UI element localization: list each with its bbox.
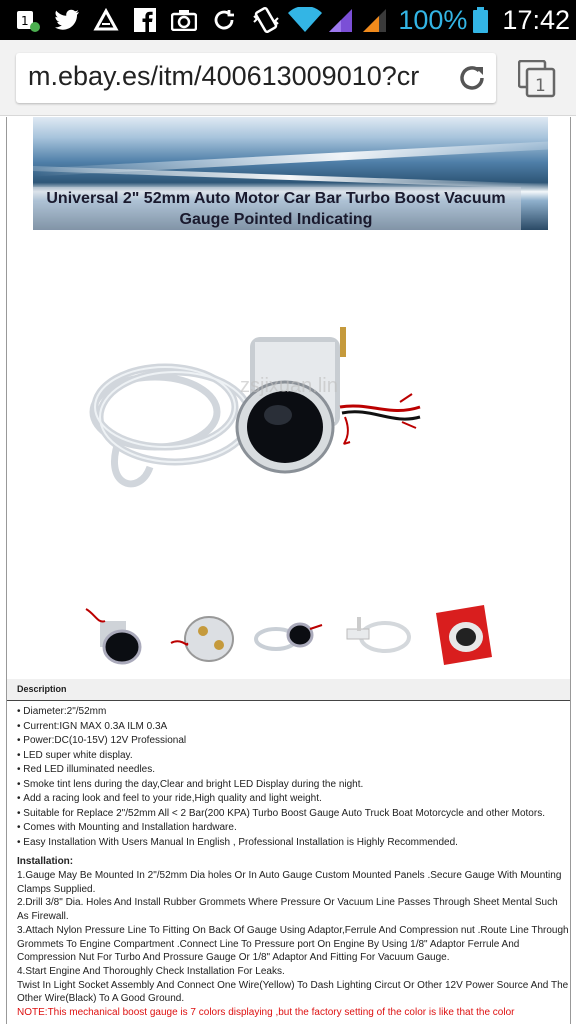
- clock: 17:42: [502, 4, 570, 35]
- status-bar: [0, 0, 576, 40]
- twitter-icon: [54, 6, 82, 34]
- facebook-icon: [132, 6, 158, 34]
- note-text: [17, 1006, 576, 1020]
- tabs-button[interactable]: [518, 60, 556, 98]
- description-header: [7, 679, 570, 701]
- installation-step: Twist In Light Socket Assembly And Connect One Wire(Yellow) To Dash Lighting Circut Or Other 12V Power Source And The Other Wire(Black) To A Good Ground.: [17, 979, 569, 1005]
- thumbnail-4[interactable]: [341, 599, 413, 671]
- list-item: • Easy Installation With Users Manual In English , Professional Installation is Highly Recommended.: [17, 836, 572, 851]
- installation-steps: [17, 869, 569, 1006]
- url-text[interactable]: m.ebay.es/itm/400613009010?cr: [28, 61, 420, 91]
- list-item: • Add a racing look and feel to your ride,High quality and light weight.: [17, 792, 572, 807]
- recycle-icon: [92, 6, 120, 34]
- image-watermark: zsjixuan.lin: [240, 375, 338, 397]
- url-field[interactable]: [16, 53, 496, 103]
- svg-text:1: 1: [21, 14, 29, 28]
- battery-icon: [473, 7, 488, 33]
- thumbnail-3[interactable]: [254, 599, 326, 671]
- wifi-icon: [287, 6, 323, 34]
- installation-title: Installation:: [17, 856, 74, 867]
- signal-icon: [360, 6, 388, 34]
- list-item: • Smoke tint lens during the day,Clear and bright LED Display during the night.: [17, 778, 572, 793]
- installation-step: 2.Drill 3/8" Dia. Holes And Install Rubber Grommets Where Pressure Or Vacuum Line Passes Through Sheet Mental Such As Firewall.: [17, 897, 558, 923]
- spec-list: [17, 705, 572, 850]
- description-label: Description: [17, 684, 67, 694]
- thumbnail-strip: [80, 599, 500, 671]
- list-item: • Comes with Mounting and Installation hardware.: [17, 821, 572, 836]
- list-item: • Diameter:2"/52mm: [17, 705, 572, 720]
- listing-title-line1: Universal 2" 52mm Auto Motor Car Bar Turbo Boost Vacuum: [46, 190, 506, 207]
- list-item: • Suitable for Replace 2"/52mm All < 2 Bar(200 KPA) Turbo Boost Gauge Auto Truck Boat Motorcycle and other Motors.: [17, 807, 572, 822]
- listing-title: [26, 188, 526, 230]
- list-item: • Current:IGN MAX 0.3A ILM 0.3A: [17, 720, 572, 735]
- battery-percent: 100%: [398, 4, 468, 35]
- sync-icon: [210, 6, 238, 34]
- camera-icon: [170, 6, 198, 34]
- list-item: • Red LED illuminated needles.: [17, 763, 572, 778]
- tab-count: 1: [535, 76, 546, 96]
- notification-icon: [14, 6, 42, 34]
- product-main-image[interactable]: [80, 267, 500, 537]
- page-border: [6, 117, 7, 1024]
- note-prefix: NOTE:: [17, 1007, 48, 1018]
- installation-step: 3.Attach Nylon Pressure Line To Fitting On Back Of Gauge Using Adaptor,Ferrule And Compression nut .Route Line Through Grommets To Engine Compartment .Connect Line To Pressure port On Engine By Using 1/8" Adaptor Ferrule And Compression Nut For Turbo And Prossure Gauge Or 1/8" Adaptor And Fitting For Vacuum Gauge.: [17, 924, 569, 964]
- reload-icon[interactable]: [456, 62, 488, 94]
- installation-step: 1.Gauge May Be Mounted In 2"/52mm Dia holes Or In Auto Gauge Custom Mounted Panels .Secure Gauge With Mounting Clamps Supplied.: [17, 870, 562, 895]
- thumbnail-5[interactable]: [428, 599, 500, 671]
- note-body: This mechanical boost gauge is 7 colors displaying ,but the factory setting of the color is like that the color: [47, 1007, 515, 1018]
- page-border: [570, 117, 571, 1024]
- thumbnail-1[interactable]: [80, 599, 152, 671]
- thumbnail-2[interactable]: [167, 599, 239, 671]
- list-item: • Power:DC(10-15V) 12V Professional: [17, 734, 572, 749]
- listing-title-line2: Gauge Pointed Indicating: [179, 211, 373, 228]
- signal-icon: [326, 6, 354, 34]
- web-page: [0, 117, 576, 1024]
- installation-step: 4.Start Engine And Thoroughly Check Installation For Leaks.: [17, 965, 285, 977]
- vibrate-icon: [251, 6, 281, 34]
- browser-toolbar: [0, 40, 576, 116]
- list-item: • LED super white display.: [17, 749, 572, 764]
